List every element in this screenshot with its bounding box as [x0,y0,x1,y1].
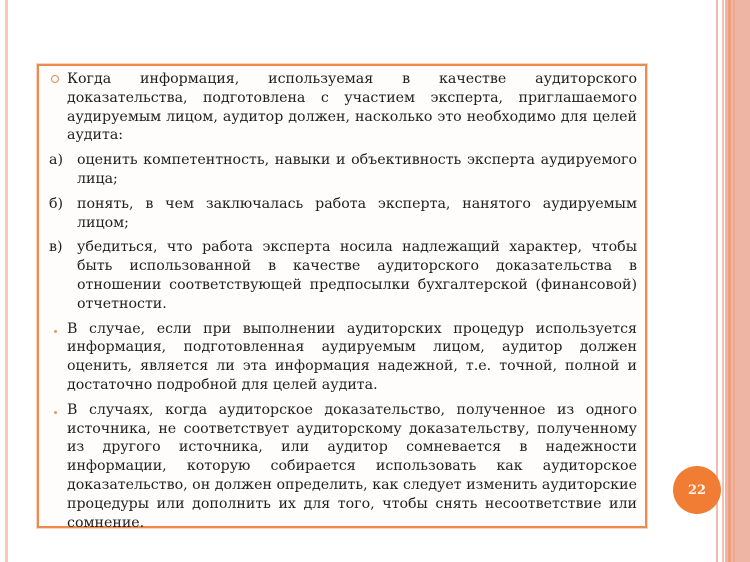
bullet-paragraph-client-info [49,320,637,395]
list-item-c [49,238,637,313]
dot-bullet-icon [54,411,57,414]
bullet-paragraph-inconsistency [49,401,637,533]
left-decorative-line [5,0,8,562]
page-number-badge [673,466,721,514]
list-label: в) [49,239,63,256]
list-item-a [49,151,637,189]
page-number: 22 [687,482,707,498]
content-text-box [37,64,647,531]
right-decorative-stripe [728,0,731,562]
list-label: а) [49,152,63,169]
list-item-text: оценить компетентность, навыки и объективность эксперта аудируемого лица; [77,152,637,187]
paragraph-text: Когда информация, используемая в качестве аудиторского доказательства, подготовлена с участием эксперта, приглашаемого аудируемым лицом, аудитор должен, насколько это необходимо для целей аудита: [67,71,637,144]
paragraph-text: В случае, если при выполнении аудиторских процедур используется информация, подготовленная аудируемым лицом, аудитор должен оценить, является ли эта информация надежной, т.е. точной, полной и достаточно подробной для целей аудита. [67,320,637,393]
list-label: б) [49,195,64,212]
list-item-text: понять, в чем заключалась работа эксперта, нанятого аудируемым лицом; [77,195,637,231]
bullet-paragraph-expert [49,70,637,145]
paragraph-text: В случаях, когда аудиторское доказательство, полученное из одного источника, не соответствует аудиторскому доказательству, полученному из другого источника, или аудитор сомневается в надежности информации, которую собирается использовать как аудиторское доказательство, он должен определить, как следует изменить аудиторские процедуры или дополнить их для того, чтобы снять несоответствие или сомнение. [67,401,637,531]
right-decorative-stripe [733,0,735,562]
list-item-b [49,195,637,233]
ring-bullet-icon [51,75,59,83]
right-decorative-stripe [722,0,724,562]
dot-bullet-icon [54,330,57,333]
list-item-text: убедиться, что работа эксперта носила надлежащий характер, чтобы быть использованной в качестве аудиторского доказательства в отношении соответствующей предпосылки бухгалтерской (финансовой) отчетности. [77,239,637,312]
